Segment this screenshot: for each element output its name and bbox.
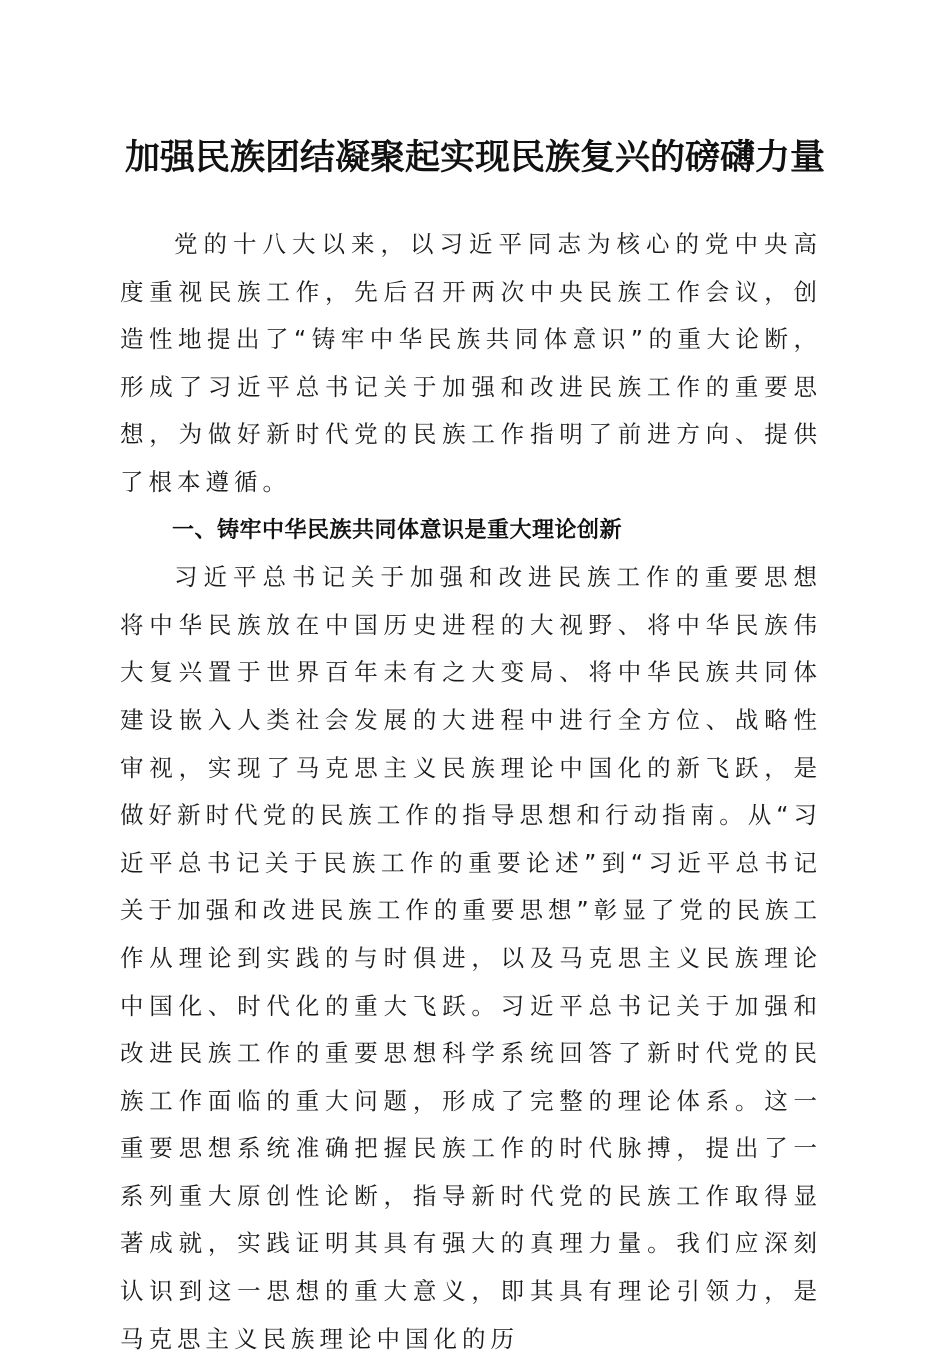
document-title: 加强民族团结凝聚起实现民族复兴的磅礴力量: [124, 137, 825, 178]
section-paragraph: 习近平总书记关于加强和改进民族工作的重要思想将中华民族放在中国历史进程的大视野、将中华民族伟大复兴置于世界百年未有之大变局、将中华民族共同体建设嵌入人类社会发展的大进程中进行全方位、战略性审视，实现了马克思主义民族理论中国化的新飞跃，是做好新时代党的民族工作的指导思想和行动指南。从“习近平总书记关于民族工作的重要论述”到“习近平总书记关于加强和改进民族工作的重要思想”彰显了党的民族工作从理论到实践的与时俱进，以及马克思主义民族理论中国化、时代化的重大飞跃。习近平总书记关于加强和改进民族工作的重要思想科学系统回答了新时代党的民族工作面临的重大问题，形成了完整的理论体系。这一重要思想系统准确把握民族工作的时代脉搏，提出了一系列重大原创性论断，指导新时代党的民族工作取得显著成就，实践证明其具有强大的真理力量。我们应深刻认识到这一思想的重大意义，即其具有理论引领力，是马克思主义民族理论中国化的历: [120, 563, 822, 1353]
section-heading: 一、铸牢中华民族共同体意识是重大理论创新: [172, 517, 623, 543]
document-body: [120, 221, 822, 1363]
intro-paragraph: 党的十八大以来，以习近平同志为核心的党中央高度重视民族工作，先后召开两次中央民族工作会议，创造性地提出了“铸牢中华民族共同体意识”的重大论断，形成了习近平总书记关于加强和改进民族工作的重要思想，为做好新时代党的民族工作指明了前进方向、提供了根本遵循。: [120, 230, 822, 496]
